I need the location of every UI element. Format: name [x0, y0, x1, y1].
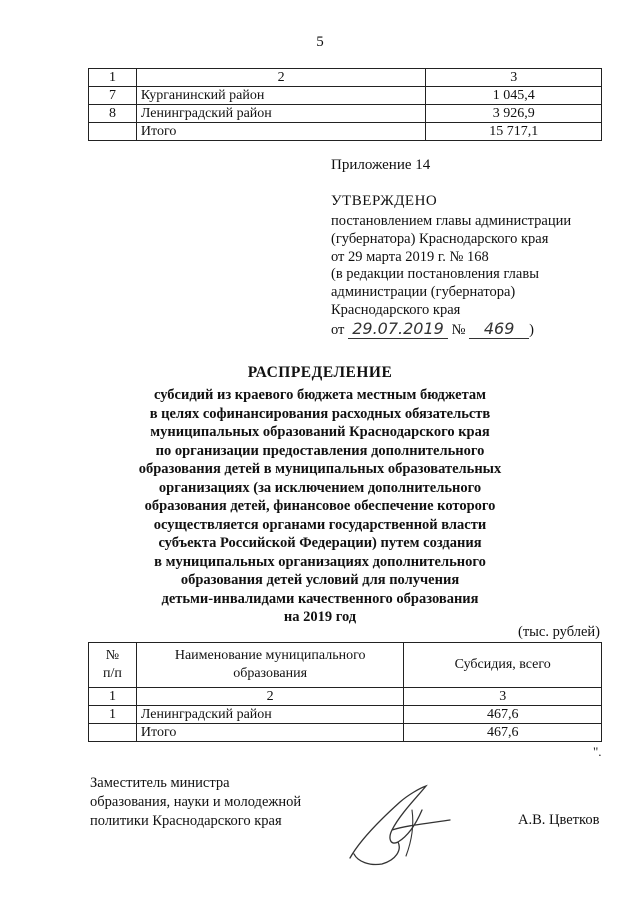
- subsidy-value: 1 045,4: [426, 87, 602, 105]
- subtitle-line: детьми-инвалидами качественного образования: [161, 590, 479, 607]
- table-row: [89, 706, 602, 724]
- signer-title-line: Заместитель министра: [90, 775, 230, 791]
- subtitle-line: образования детей условий для получения: [180, 572, 460, 588]
- approval-line: администрации (губернатора): [331, 284, 516, 301]
- document-subtitle: [120, 386, 520, 627]
- subtitle-line: по организации предоставления дополнительного: [155, 442, 485, 459]
- handwritten-signature: [330, 780, 480, 870]
- appendix-label: Приложение 14: [331, 157, 431, 173]
- subtitle-line: в муниципальных организациях дополнительного: [154, 553, 486, 570]
- index-cell: 2: [136, 688, 403, 706]
- total-label: Итого: [136, 123, 425, 141]
- table-index-row: [89, 688, 602, 706]
- signer-title: [90, 774, 301, 831]
- table-row: [89, 87, 602, 105]
- date-prefix: от: [331, 321, 345, 338]
- header-line: №: [105, 648, 120, 663]
- signer-title-line: образования, науки и молодежной: [90, 794, 302, 810]
- subtitle-line: субъекта Российской Федерации) путем создания: [158, 535, 482, 551]
- municipality-name: Ленинградский район: [136, 706, 403, 724]
- table-header-row: [89, 643, 602, 688]
- municipality-name: Ленинградский район: [136, 105, 425, 123]
- number-sign: №: [451, 321, 466, 338]
- approval-line: (губернатора) Краснодарского края: [331, 230, 549, 247]
- signer-title-line: политики Краснодарского края: [90, 813, 282, 829]
- approval-line: Краснодарского края: [331, 301, 461, 318]
- table-row: [89, 105, 602, 123]
- table-total-row: [89, 724, 602, 742]
- row-number: 1: [89, 706, 137, 724]
- index-cell: 1: [89, 69, 137, 87]
- index-cell: 3: [426, 69, 602, 87]
- index-cell: 3: [404, 688, 602, 706]
- column-header-name: [136, 643, 403, 688]
- row-number: 7: [89, 87, 137, 105]
- approval-line: постановлением главы администрации: [331, 213, 572, 229]
- subtitle-line: организациях (за исключением дополнительного: [158, 479, 482, 496]
- row-number: 8: [89, 105, 137, 123]
- total-value: 15 717,1: [426, 123, 602, 141]
- table-index-row: [89, 69, 602, 87]
- header-line: образования: [233, 666, 308, 681]
- handwritten-date: 29.07.2019: [348, 320, 448, 339]
- closing-paren: ): [529, 321, 534, 338]
- header-line: п/п: [103, 666, 122, 681]
- column-header-subsidy: Субсидия, всего: [404, 643, 602, 688]
- amendment-date-line: [331, 320, 571, 340]
- subsidy-distribution-table: [88, 642, 602, 742]
- total-value: 467,6: [404, 724, 602, 742]
- approval-block: [331, 213, 571, 340]
- subsidy-value: 467,6: [404, 706, 602, 724]
- closing-quote: ".: [593, 744, 602, 759]
- column-header-number: [89, 643, 137, 688]
- table-total-row: [89, 123, 602, 141]
- index-cell: 2: [136, 69, 425, 87]
- row-number: [89, 123, 137, 141]
- subsidy-table-continuation: [88, 68, 602, 141]
- page-number: 5: [316, 34, 324, 50]
- index-cell: 1: [89, 688, 137, 706]
- approval-line: (в редакции постановления главы: [331, 266, 539, 283]
- handwritten-number: 469: [469, 320, 529, 339]
- subtitle-line: муниципальных образований Краснодарского края: [150, 424, 490, 440]
- subtitle-line: на 2019 год: [283, 609, 357, 625]
- subtitle-line: образования детей, финансовое обеспечение которого: [144, 498, 496, 514]
- row-number: [89, 724, 137, 742]
- subtitle-line: осуществляется органами государственной власти: [153, 516, 487, 533]
- subtitle-line: в целях софинансирования расходных обязательств: [149, 405, 491, 422]
- document-title: РАСПРЕДЕЛЕНИЕ: [247, 364, 393, 381]
- approval-line: от 29 марта 2019 г. № 168: [331, 248, 489, 265]
- subsidy-value: 3 926,9: [426, 105, 602, 123]
- approved-stamp-text: УТВЕРЖДЕНО: [331, 193, 438, 209]
- total-label: Итого: [136, 724, 403, 742]
- subtitle-line: образования детей в муниципальных образовательных: [138, 461, 502, 477]
- subtitle-line: субсидий из краевого бюджета местным бюджетам: [153, 387, 487, 403]
- units-label: (тыс. рублей): [518, 624, 600, 640]
- municipality-name: Курганинский район: [136, 87, 425, 105]
- signer-name: А.В. Цветков: [518, 812, 600, 828]
- header-line: Наименование муниципального: [174, 648, 366, 663]
